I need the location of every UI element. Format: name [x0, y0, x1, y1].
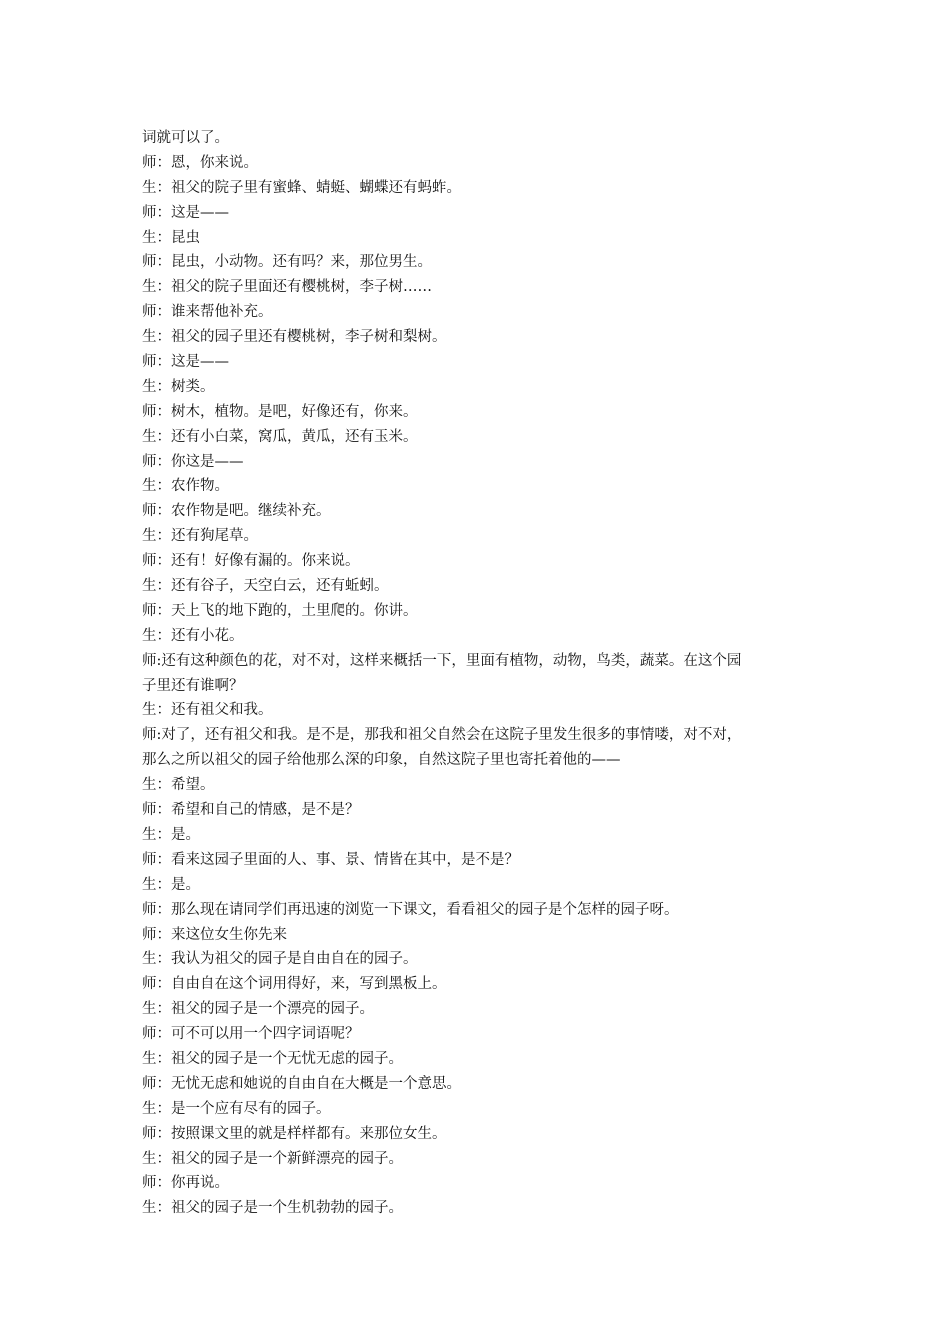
text-line: 师：可不可以用一个四字词语呢？: [142, 1026, 360, 1043]
text-line: 师：农作物是吧。继续补充。: [142, 503, 331, 520]
text-line: 师：你再说。: [142, 1175, 229, 1192]
text-line: 师：这是——: [142, 354, 229, 371]
text-line: 生：祖父的园子是一个无忧无虑的园子。: [142, 1050, 403, 1067]
text-line: 生：祖父的园子是一个新鲜漂亮的园子。: [142, 1150, 403, 1167]
text-line: 生：树类。: [142, 378, 215, 395]
text-line: 师：无忧无虑和她说的自由自在大概是一个意思。: [142, 1075, 461, 1092]
text-line: 生：农作物。: [142, 478, 229, 495]
text-line: 师：那么现在请同学们再迅速的浏览一下课文，看看祖父的园子是个怎样的园子呀。: [142, 901, 679, 918]
text-line: 师：看来这园子里面的人、事、景、情皆在其中，是不是？: [142, 851, 519, 868]
text-line: 生：还有祖父和我。: [142, 702, 273, 719]
text-line: 生：祖父的园子是一个生机勃勃的园子。: [142, 1200, 403, 1217]
text-line: 师：树木，植物。是吧，好像还有，你来。: [142, 403, 418, 420]
text-line: 生：是。: [142, 876, 200, 893]
text-line: 师：来这位女生你先来: [142, 926, 287, 943]
document-body: [142, 126, 812, 1221]
text-line: 生：昆虫: [142, 229, 200, 246]
text-line: 师:对了，还有祖父和我。是不是，那我和祖父自然会在这院子里发生很多的事情喽，对不对，: [142, 727, 742, 744]
text-line: 生：祖父的院子里有蜜蜂、蜻蜓、蝴蝶还有蚂蚱。: [142, 179, 461, 196]
text-line: 生：还有小白菜，窝瓜，黄瓜，还有玉米。: [142, 428, 418, 445]
text-line: 生：祖父的园子里还有樱桃树，李子树和梨树。: [142, 329, 447, 346]
text-line: 生：是一个应有尽有的园子。: [142, 1100, 331, 1117]
text-line: 师：天上飞的地下跑的，土里爬的。你讲。: [142, 602, 418, 619]
text-line: 师：昆虫，小动物。还有吗？来，那位男生。: [142, 254, 432, 271]
text-line: 师：还有！好像有漏的。你来说。: [142, 553, 360, 570]
text-line: 师：谁来帮他补充。: [142, 304, 273, 321]
text-line: 子里还有谁啊？: [142, 677, 244, 694]
text-line: 那么之所以祖父的园子给他那么深的印象，自然这院子里也寄托着他的——: [142, 752, 621, 769]
text-line: 生：希望。: [142, 777, 215, 794]
text-line: 师：希望和自己的情感，是不是？: [142, 802, 360, 819]
text-line: 生：还有小花。: [142, 627, 244, 644]
text-line: 生：祖父的院子里面还有樱桃树，李子树……: [142, 279, 432, 296]
text-line: 生：我认为祖父的园子是自由自在的园子。: [142, 951, 418, 968]
text-line: 生：祖父的园子是一个漂亮的园子。: [142, 1001, 374, 1018]
text-line: 生：还有狗尾草。: [142, 528, 258, 545]
text-line: 师：这是——: [142, 204, 229, 221]
text-line: 师:还有这种颜色的花，对不对，这样来概括一下，里面有植物，动物，鸟类，蔬菜。在这个园: [142, 652, 742, 669]
text-line: 师：恩，你来说。: [142, 154, 258, 171]
text-line: 师：你这是——: [142, 453, 244, 470]
text-line: 生：是。: [142, 826, 200, 843]
text-line: 生：还有谷子，天空白云，还有蚯蚓。: [142, 578, 389, 595]
text-line: 师：自由自在这个词用得好，来，写到黑板上。: [142, 976, 447, 993]
text-line: 词就可以了。: [142, 130, 229, 146]
text-line: 师：按照课文里的就是样样都有。来那位女生。: [142, 1125, 447, 1142]
